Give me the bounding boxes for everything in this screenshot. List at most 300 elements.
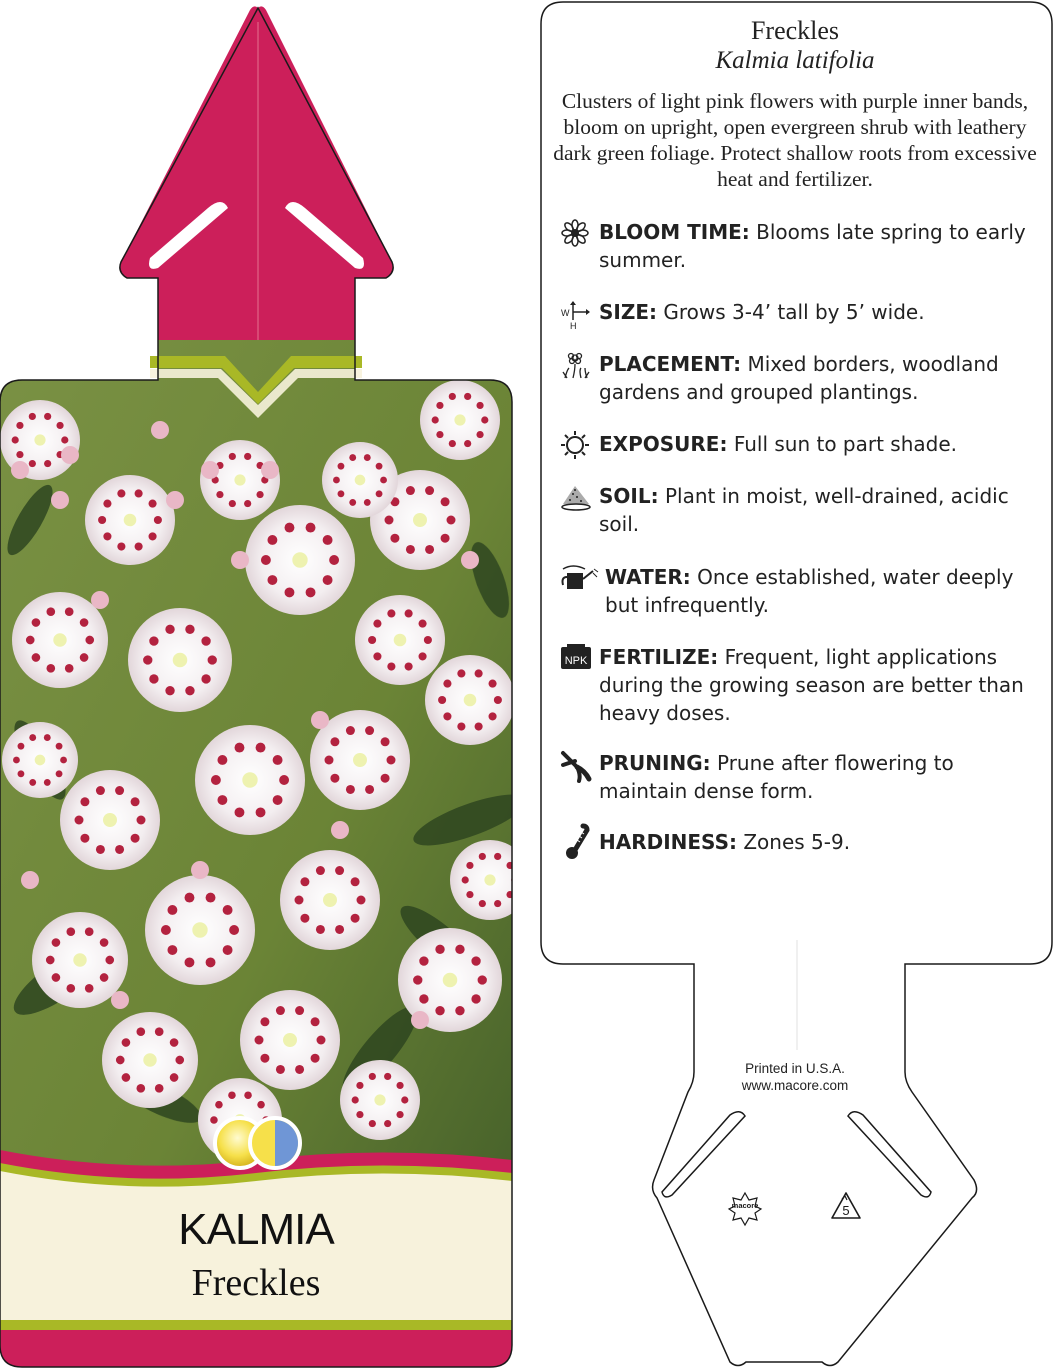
- printer-info: [690, 1060, 900, 1094]
- flower-freckle: [100, 973, 109, 982]
- flower-bud: [231, 551, 249, 569]
- flower-freckle: [135, 542, 143, 550]
- flower-freckle: [65, 607, 74, 616]
- flower-freckle: [267, 575, 277, 585]
- flower-freckle: [273, 795, 283, 805]
- flower-freckle: [149, 636, 158, 645]
- flower-freckle: [457, 722, 465, 730]
- flower-freckle: [494, 696, 502, 704]
- size-icon-h: H: [570, 321, 577, 330]
- macore-logo: [729, 1193, 761, 1225]
- flower-freckle: [100, 938, 109, 947]
- flower-freckle: [406, 545, 415, 554]
- flower-bud: [166, 491, 184, 509]
- flower-freckle: [419, 620, 427, 628]
- flower-freckle: [170, 1073, 179, 1082]
- flower-freckle: [149, 532, 157, 540]
- flower-freckle: [330, 774, 339, 783]
- flower-freckle: [381, 774, 390, 783]
- flower-center: [283, 1033, 297, 1047]
- flower-freckle: [376, 490, 383, 497]
- flower-freckle: [432, 416, 439, 423]
- flower-freckle: [279, 775, 289, 785]
- flower-freckle: [16, 422, 23, 429]
- website-link[interactable]: www.macore.com: [741, 1078, 849, 1093]
- flower-freckle: [396, 1111, 403, 1118]
- fertilizer-icon: [559, 643, 593, 673]
- flower-freckle: [385, 516, 394, 525]
- flower-freckle: [215, 1101, 223, 1109]
- flower-freckle: [390, 534, 399, 543]
- part-shade-icon: [250, 1118, 300, 1168]
- flower-freckle: [256, 807, 266, 817]
- flower-freckle: [244, 453, 251, 460]
- hardiness-text: Zones 5-9.: [743, 830, 851, 854]
- flower-freckle: [60, 757, 67, 764]
- flower-bud: [91, 591, 109, 609]
- front-arrow-head: [120, 6, 393, 380]
- flower-freckle: [29, 779, 36, 786]
- flower-freckle: [80, 797, 89, 806]
- flower-center: [234, 474, 245, 485]
- flower-freckle: [149, 500, 157, 508]
- flower-center: [413, 513, 427, 527]
- flower-freckle: [338, 490, 345, 497]
- flower-freckle: [185, 625, 194, 634]
- flower-freckle: [131, 834, 140, 843]
- flower-freckle: [365, 785, 374, 794]
- flower-center: [242, 772, 257, 787]
- bloom-time-label: BLOOM TIME:: [599, 220, 750, 244]
- flower-center: [484, 874, 495, 885]
- flower-freckle: [167, 905, 177, 915]
- bloom-time-text: Blooms late spring to early summer.: [599, 220, 1026, 272]
- flower-freckle: [466, 862, 473, 869]
- flower-freckle: [165, 625, 174, 634]
- flower-freckle: [364, 499, 371, 506]
- flower-freckle: [351, 877, 360, 886]
- flower-freckle: [406, 486, 415, 495]
- placement-text: Mixed borders, woodland gardens and grouped plantings.: [599, 352, 999, 404]
- flower-freckle: [333, 477, 340, 484]
- flower-freckle: [206, 893, 216, 903]
- flower-center: [374, 1094, 385, 1105]
- flower-freckle: [52, 973, 61, 982]
- flower-freckle: [325, 756, 334, 765]
- flower-bud: [21, 871, 39, 889]
- flower-center: [353, 753, 367, 767]
- flower-freckle: [155, 1084, 164, 1093]
- plant-description: Clusters of light pink flowers with purple inner bands, bloom on upright, open evergreen shrub with leathery dark green foliage. Protect shallow roots from excessive heat and fertilizer.: [553, 89, 1037, 191]
- flower-freckle: [457, 669, 465, 677]
- flower-center: [103, 813, 117, 827]
- flower-freckle: [257, 1101, 265, 1109]
- flower-freckle: [103, 532, 111, 540]
- flower-freckle: [466, 891, 473, 898]
- flower-freckle: [16, 451, 23, 458]
- flower-freckle: [401, 1096, 408, 1103]
- flower-freckle: [455, 1006, 464, 1015]
- size-text: Grows 3-4’ tall by 5’ wide.: [663, 300, 925, 324]
- flower-freckle: [116, 1056, 125, 1065]
- flower-freckle: [478, 975, 487, 984]
- flower-freckle: [441, 497, 450, 506]
- size-icon: [559, 298, 593, 328]
- flower-freckle: [384, 1073, 391, 1080]
- flower-freckle: [311, 1054, 320, 1063]
- flower-center: [394, 634, 407, 647]
- flower-center: [34, 434, 45, 445]
- flower-freckle: [44, 734, 51, 741]
- flower-freckle: [18, 770, 25, 777]
- thermometer-icon: [559, 822, 593, 852]
- flower-freckle: [381, 737, 390, 746]
- flower-freckle: [295, 896, 304, 905]
- flower-freckle: [122, 1073, 131, 1082]
- flower-bud: [311, 711, 329, 729]
- flower-bud: [461, 551, 479, 569]
- flower-freckle: [13, 757, 20, 764]
- flower-freckle: [443, 712, 451, 720]
- flower-bud: [61, 446, 79, 464]
- flower-freckle: [211, 775, 221, 785]
- flower-freckle: [352, 1096, 359, 1103]
- flower-freckle: [329, 555, 339, 565]
- flower-freckle: [105, 956, 114, 965]
- flower-freckle: [376, 463, 383, 470]
- flower-freckle: [46, 664, 55, 673]
- flower-freckle: [295, 1006, 304, 1015]
- back-tag-content: [545, 10, 1045, 192]
- flower-freckle: [56, 422, 63, 429]
- flower-freckle: [201, 636, 210, 645]
- flower-freckle: [405, 609, 413, 617]
- flower-freckle: [387, 609, 395, 617]
- watering-can-icon: [559, 563, 593, 593]
- flower-freckle: [235, 743, 245, 753]
- flower-bud: [111, 991, 129, 1009]
- flower-freckle: [387, 662, 395, 670]
- flower-center: [192, 922, 207, 937]
- flower-freckle: [316, 866, 325, 875]
- flower-center: [292, 552, 307, 567]
- flower-freckle: [85, 984, 94, 993]
- fertilize-label: FERTILIZE:: [599, 645, 719, 669]
- flower-freckle: [471, 956, 480, 965]
- flower-freckle: [161, 925, 171, 935]
- flower-freckle: [369, 1120, 376, 1127]
- flower-freckle: [479, 900, 486, 907]
- printed-in: Printed in U.S.A.: [745, 1061, 845, 1076]
- flower-freckle: [143, 655, 152, 664]
- flower-center: [323, 893, 337, 907]
- flower-freckle: [413, 975, 422, 984]
- sun-icon: [559, 430, 593, 460]
- flower-freckle: [285, 523, 295, 533]
- flower-freckle: [229, 500, 236, 507]
- flower-freckle: [18, 743, 25, 750]
- flower-freckle: [349, 454, 356, 461]
- flower-freckle: [149, 674, 158, 683]
- flower-freckle: [135, 489, 143, 497]
- flower-freckle: [56, 770, 63, 777]
- flower-freckle: [32, 653, 41, 662]
- flower-freckle: [356, 1082, 363, 1089]
- flower-center: [53, 633, 66, 646]
- flower-freckle: [300, 877, 309, 886]
- flower-freckle: [462, 876, 469, 883]
- common-name: Freckles: [750, 16, 840, 45]
- flower-freckle: [447, 516, 456, 525]
- flower-freckle: [61, 436, 68, 443]
- flower-freckle: [229, 925, 239, 935]
- flower-freckle: [117, 489, 125, 497]
- recycle-code: 5: [842, 1203, 850, 1218]
- flower-freckle: [330, 737, 339, 746]
- size-icon-w: W: [561, 308, 570, 318]
- flower-freckle: [489, 680, 497, 688]
- front-tag: [0, 6, 532, 1369]
- flower-center: [443, 973, 458, 988]
- flower-freckle: [137, 816, 146, 825]
- flower-freckle: [300, 914, 309, 923]
- banner-bottom-magenta: [0, 1330, 512, 1369]
- flower-freckle: [256, 491, 263, 498]
- botanical-name: Kalmia latifolia: [715, 47, 875, 74]
- flower-freckle: [255, 1036, 264, 1045]
- flower-freckle: [306, 587, 316, 597]
- flower-freckle: [464, 393, 471, 400]
- flower-freckle: [170, 1038, 179, 1047]
- flower-freckle: [44, 779, 51, 786]
- flower-freckle: [29, 460, 36, 467]
- flower-freckle: [346, 726, 355, 735]
- flower-freckle: [335, 866, 344, 875]
- flower-freckle: [494, 900, 501, 907]
- flower-freckle: [443, 680, 451, 688]
- flower-freckle: [323, 535, 333, 545]
- flower-freckle: [85, 636, 94, 645]
- flower-freckle: [346, 785, 355, 794]
- flower-icon: [559, 218, 593, 248]
- flower-bud: [411, 1011, 429, 1029]
- flower-freckle: [115, 786, 124, 795]
- fertilizer-icon-text: NPK: [564, 655, 588, 667]
- size-label: SIZE:: [599, 300, 658, 324]
- flower-freckle: [12, 436, 19, 443]
- flower-bud: [201, 461, 219, 479]
- flower-freckle: [85, 927, 94, 936]
- flower-freckle: [66, 984, 75, 993]
- flower-center: [355, 475, 366, 486]
- flower-freckle: [364, 454, 371, 461]
- flower-freckle: [244, 1091, 252, 1099]
- flower-freckle: [52, 938, 61, 947]
- flower-freckle: [273, 755, 283, 765]
- flower-freckle: [206, 957, 216, 967]
- flower-freckle: [185, 686, 194, 695]
- flower-freckle: [276, 1006, 285, 1015]
- flower-freckle: [261, 555, 271, 565]
- flower-freckle: [476, 431, 483, 438]
- front-cultivar-title: Freckles: [191, 1262, 321, 1304]
- flower-freckle: [217, 755, 227, 765]
- flower-freckle: [216, 491, 223, 498]
- flower-freckle: [98, 516, 106, 524]
- flower-freckle: [46, 607, 55, 616]
- flower-freckle: [435, 945, 444, 954]
- exposure-label: EXPOSURE:: [599, 432, 728, 456]
- flower-bud: [191, 861, 209, 879]
- flower-freckle: [136, 1084, 145, 1093]
- flower-bud: [11, 461, 29, 479]
- flower-freckle: [424, 636, 432, 644]
- flower-freckle: [44, 460, 51, 467]
- flower-freckle: [201, 674, 210, 683]
- flower-freckle: [228, 1091, 236, 1099]
- flower-freckle: [285, 587, 295, 597]
- flower-freckle: [167, 945, 177, 955]
- flower-freckle: [489, 712, 497, 720]
- flower-freckle: [317, 1036, 326, 1045]
- flower-freckle: [481, 416, 488, 423]
- flower-freckle: [356, 1111, 363, 1118]
- flower-bud: [331, 821, 349, 839]
- flower-freckle: [136, 1027, 145, 1036]
- flower-center: [173, 653, 188, 668]
- flower-freckle: [155, 1027, 164, 1036]
- flower-freckle: [80, 834, 89, 843]
- flower-freckle: [260, 1054, 269, 1063]
- flower-freckle: [26, 636, 35, 645]
- flower-freckle: [435, 1006, 444, 1015]
- flower-freckle: [368, 636, 376, 644]
- flower-freckle: [479, 853, 486, 860]
- flower-freckle: [96, 786, 105, 795]
- flower-freckle: [29, 734, 36, 741]
- banner-lime-stripe: [0, 1320, 512, 1325]
- flower-freckle: [244, 500, 251, 507]
- flower-bud: [151, 421, 169, 439]
- flower-freckle: [357, 896, 366, 905]
- flower-freckle: [373, 652, 381, 660]
- flower-freckle: [229, 453, 236, 460]
- soil-text: Plant in moist, well-drained, acidic soil.: [599, 484, 1009, 536]
- flower-freckle: [436, 402, 443, 409]
- flower-freckle: [210, 1116, 218, 1124]
- flower-freckle: [217, 795, 227, 805]
- flower-freckle: [56, 743, 63, 750]
- flower-freckle: [223, 905, 233, 915]
- flower-freckle: [103, 500, 111, 508]
- flower-freckle: [438, 696, 446, 704]
- flower-freckle: [323, 575, 333, 585]
- hardiness-label: HARDINESS:: [599, 830, 737, 854]
- placement-label: PLACEMENT:: [599, 352, 742, 376]
- flower-center: [124, 514, 137, 527]
- flower-freckle: [44, 413, 51, 420]
- flower-freckle: [349, 499, 356, 506]
- flower-bud: [51, 491, 69, 509]
- flower-freckle: [338, 463, 345, 470]
- flower-center: [464, 694, 477, 707]
- flower-freckle: [175, 1056, 184, 1065]
- flower-freckle: [276, 1065, 285, 1074]
- placement-icon: [559, 350, 593, 380]
- flower-freckle: [475, 722, 483, 730]
- front-genus-title: KALMIA: [178, 1205, 334, 1254]
- flower-freckle: [295, 1065, 304, 1074]
- water-text: Once established, water deeply but infrequently.: [605, 565, 1014, 617]
- flower-freckle: [475, 669, 483, 677]
- soil-label: SOIL:: [599, 484, 659, 508]
- flower-freckle: [131, 797, 140, 806]
- flower-bud: [261, 461, 279, 479]
- flower-freckle: [425, 486, 434, 495]
- flower-freckle: [396, 1082, 403, 1089]
- flower-freckle: [117, 542, 125, 550]
- fertilize-text: Frequent, light applications during the growing season are better than heavy doses.: [599, 645, 1024, 725]
- flower-freckle: [267, 535, 277, 545]
- flower-freckle: [80, 618, 89, 627]
- flower-freckle: [306, 523, 316, 533]
- flower-freckle: [115, 845, 124, 854]
- flower-freckle: [405, 662, 413, 670]
- flower-freckle: [387, 756, 396, 765]
- flower-freckle: [455, 945, 464, 954]
- flower-freckle: [185, 893, 195, 903]
- flower-freckle: [260, 1017, 269, 1026]
- flower-freckle: [419, 956, 428, 965]
- flower-freckle: [235, 807, 245, 817]
- flower-freckle: [351, 914, 360, 923]
- flower-freckle: [96, 845, 105, 854]
- flower-freckle: [464, 440, 471, 447]
- flower-freckle: [32, 618, 41, 627]
- flower-freckle: [471, 994, 480, 1003]
- flower-freckle: [449, 393, 456, 400]
- flower-freckle: [122, 1038, 131, 1047]
- flower-freckle: [373, 620, 381, 628]
- flower-freckle: [154, 516, 162, 524]
- flower-freckle: [369, 1073, 376, 1080]
- flower-freckle: [29, 413, 36, 420]
- flower-freckle: [335, 925, 344, 934]
- flower-freckle: [165, 686, 174, 695]
- flower-freckle: [311, 1017, 320, 1026]
- flower-center: [143, 1053, 156, 1066]
- flower-freckle: [494, 853, 501, 860]
- flower-freckle: [256, 743, 266, 753]
- flower-freckle: [46, 956, 55, 965]
- flower-center: [35, 755, 46, 766]
- pruning-text: Prune after flowering to maintain dense form.: [599, 751, 954, 803]
- flower-freckle: [384, 1120, 391, 1127]
- flower-freckle: [449, 440, 456, 447]
- flower-freckle: [436, 431, 443, 438]
- flower-freckle: [185, 957, 195, 967]
- flower-freckle: [425, 545, 434, 554]
- flower-freckle: [65, 664, 74, 673]
- flower-center: [73, 953, 86, 966]
- flower-freckle: [365, 726, 374, 735]
- macore-logo-text: macore: [731, 1201, 759, 1210]
- flower-freckle: [419, 994, 428, 1003]
- flower-freckle: [316, 925, 325, 934]
- flower-freckle: [476, 402, 483, 409]
- flower-freckle: [208, 655, 217, 664]
- flower-freckle: [223, 945, 233, 955]
